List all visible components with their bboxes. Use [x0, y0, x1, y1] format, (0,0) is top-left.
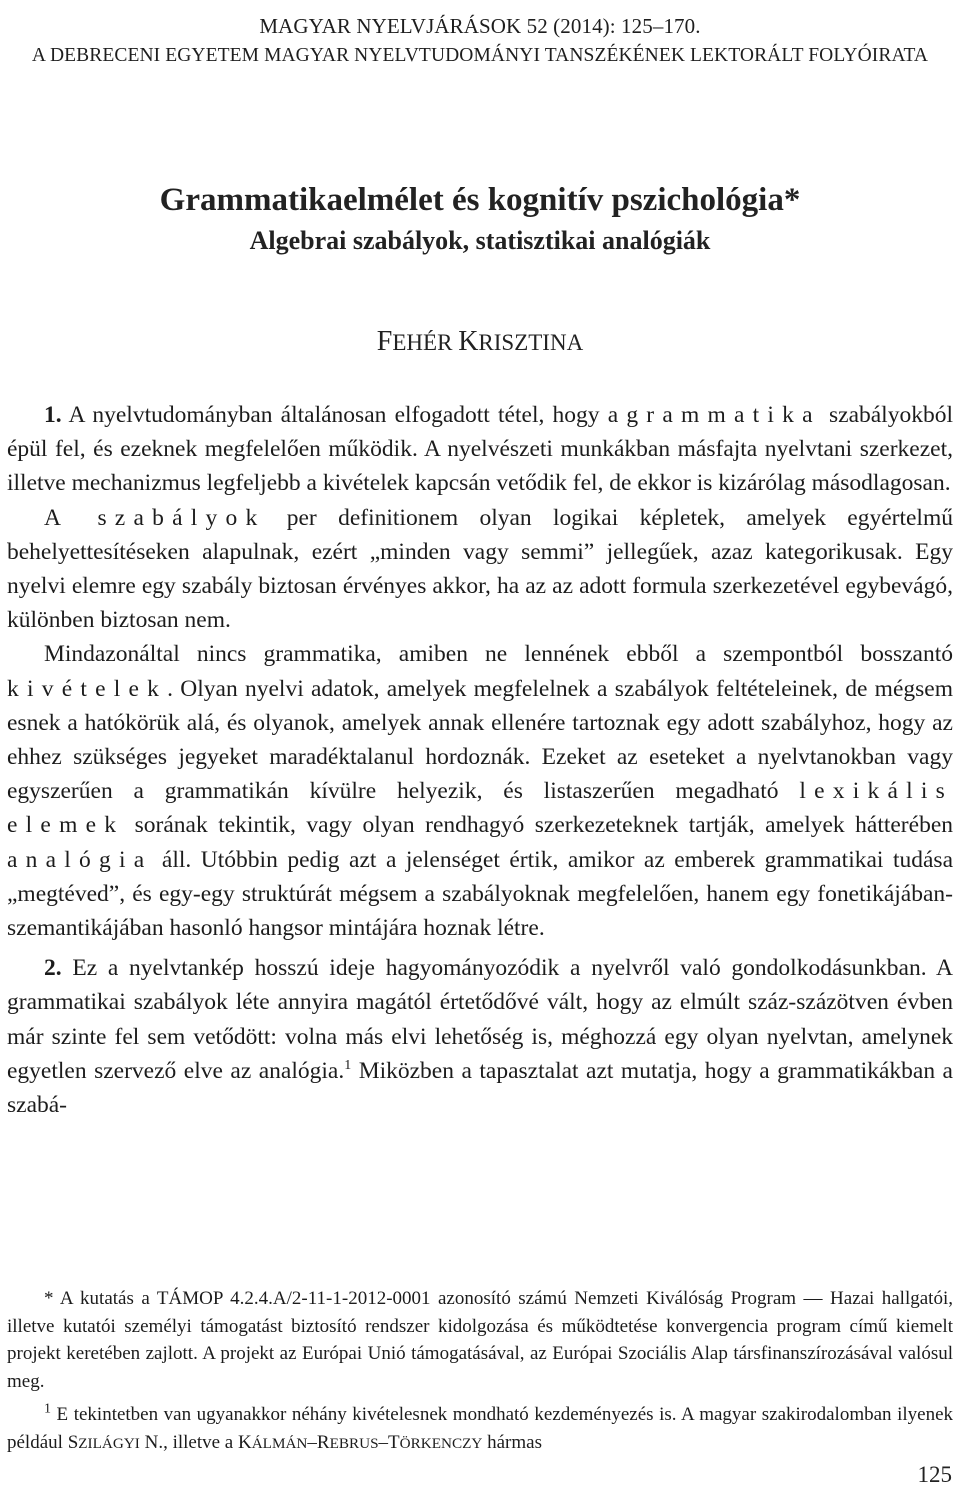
footnote-star: * A kutatás a TÁMOP 4.2.4.A/2-11-1-2012-0001 azonosító számú Nemzeti Kiválóság Program — Hazai hallgatói, illetve kutatói személyi támogatást biztosító rendszer kidolgozása és működtetése konvergencia program című kiemelt projekt keretében zajlott. A projekt az Európai Unió támogatásával, az Európai Szociális Alap társfinanszírozásával valósul meg. — [7, 1288, 953, 1392]
author-name: FEHÉR KRISZTINA — [376, 326, 584, 357]
footnote-ref-1: 1 — [344, 1058, 352, 1074]
section-number-2: 2. — [44, 955, 62, 982]
article-body — [7, 398, 953, 1122]
footnote-1: $^1$ E tekintetben van ugyanakkor néhány kivételesnek mondható kezdeményezés is. A magyar szakirodalomban ilyenek például SZILÁGYI N., illetve a KÁLMÁN–REBRUS–TÖRKENCZY hármas — [7, 1401, 953, 1453]
section-2-paragraph-1: 2. Ez a nyelvtankép hosszú ideje hagyományozódik a nyelvről való gondolkodásunkban. A grammatikai szabályok léte annyira magától értetődővé vált, hogy az elmúlt száz-százötven évben már szinte fel sem vetődött: volna más elvi lehetőség is, méghozzá egy olyan nyelvtan, amelynek egyetlen szervező elve az analógia.$^1$ Miközben a tapasztalat azt mutatja, hogy a grammatikákban a szabá- — [7, 955, 953, 1119]
page-number: 125 — [917, 1462, 952, 1487]
article-title: Grammatikaelmélet és kognitív pszichológia* — [159, 182, 801, 218]
footnotes — [7, 1285, 953, 1457]
section-number-1: 1. — [44, 402, 62, 428]
section-1-paragraph-3: Mindazonáltal nincs grammatika, amiben ne lennének ebből a szempontból bosszantó kivételek. Olyan nyelvi adatok, amelyek megfelelnek a szabályok feltételeinek, de mégsem esnek a hatókörük alá, és olyanok, amelyek annak ellenére tartoznak egy adott szabályhoz, hogy az ehhez szükséges jegyeket maradéktalanul hordoznák. Ezeket az eseteket a nyelvtanokban vagy egyszerűen a grammatikán kívülre helyezik, és listaszerűen megadható lexikális elemek sorának tekintik, vagy olyan rendhagyó szerkezeteknek tartják, amelyek hátterében analógia áll. Utóbbin pedig azt a jelenséget értik, amikor az emberek grammatikai tudása „megtéved”, és egy-egy struktúrát mégsem a szabályoknak megfelelően, hanem egy fonetikájában-szemantikájában hasonló hangsor mintájára hoznak létre. — [7, 641, 953, 942]
section-1-paragraph-1: 1. A nyelvtudományban általánosan elfogadott tétel, hogy a grammatika szabályokból épül fel, és ezeknek megfelelően működik. A nyelvészeti munkákban másfajta nyelvtani szerkezet, illetve mechanizmus legfeljebb a kivételek kapcsán vetődik fel, de ekkor is kizárólag másodlagosan. — [7, 402, 953, 497]
article-subtitle: Algebrai szabályok, statisztikai analógiák — [249, 226, 711, 255]
journal-header-line2: A DEBRECENI EGYETEM MAGYAR NYELVTUDOMÁNYI TANSZÉKÉNEK LEKTORÁLT FOLYÓIRATA — [31, 45, 929, 66]
journal-header-line1: MAGYAR NYELVJÁRÁSOK 52 (2014): 125–170. — [259, 14, 701, 38]
section-1-paragraph-2: A szabályok per definitionem olyan logikai képletek, amelyek egyértelmű behelyettesítéseken alapulnak, ezért „minden vagy semmi” jellegűek, azaz kategorikusak. Egy nyelvi elemre egy szabály biztosan érvényes akkor, ha az az adott formula szerkezetével egybevágó, különben biztosan nem. — [7, 504, 953, 634]
